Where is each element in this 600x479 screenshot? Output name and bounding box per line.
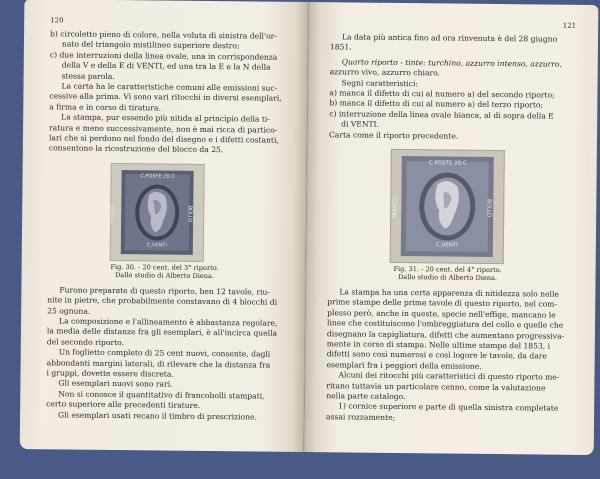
text-line: nite in pietre, che probabilmente constavano di 4 blocchi di: [47, 295, 278, 307]
right-text-column: [326, 32, 570, 425]
stamp-left-label: FRANCO: [109, 202, 116, 224]
stamp-image: [110, 163, 205, 262]
text-line: Alcuni dei ritocchi più caratteristici di questo riporto me-: [338, 370, 560, 382]
text-line: certo superiore alle precedenti tirature.: [46, 399, 201, 411]
text-line: esemplari fra i peggiori della emissione.: [326, 359, 482, 371]
text-line: a) manca il difetto di cui al numero a) del secondo riporto;: [329, 88, 555, 100]
text-line: assai rozzamente;: [326, 412, 396, 422]
stamp-image: [390, 149, 505, 264]
text-line: Carta come il riporto precedente.: [328, 129, 459, 141]
stamp-top-label: C.POSTE 20 C: [428, 160, 467, 167]
text-line: di VENTI.: [341, 119, 380, 130]
text-line: b) circoletto pieno di colore, nella voluta di sinistra dell'or-: [50, 29, 277, 41]
stamp-right-label: BOLLO: [186, 205, 193, 223]
caption-line: Dallo studio di Alberto Diena.: [397, 273, 498, 283]
text-line: 1851.: [329, 42, 352, 52]
text-line: La composizione e l'allineamento è abbastanza regolare,: [59, 316, 278, 328]
text-line: linee che costituiscono l'ombreggiatura del collo e quelle che: [327, 318, 564, 330]
stamp-bottom-label: C.VENTI: [435, 242, 458, 249]
text-line: lari che si perdono nel fondo del disegno e i difetti costanti,: [48, 133, 279, 145]
caption-line: Fig. 30. - 20 cent. del 3° riporto.: [110, 262, 219, 272]
text-line: stessa parola.: [61, 71, 115, 81]
text-line: La stampa ha una certa apparenza di nitidezza solo nelle: [339, 287, 559, 299]
text-line: mente in corso di stampa. Nelle ultime stampe del 1853, i: [326, 339, 551, 351]
stamp-bottom-label: C.VENTI: [146, 242, 167, 249]
text-line: La carta ha le caratteristiche comuni alle emissioni suc-: [61, 81, 278, 93]
text-line: La stampa, pur essendo più nitida al principio della ti-: [61, 112, 270, 124]
text-line: i gruppi, dovette essere discreta.: [46, 368, 174, 379]
text-line: b) manca il difetto di cui al numero a) del terzo riporto;: [329, 98, 544, 110]
text-line: Quarto riporto - tinte: turchino, azzurro intenso, azzurro,: [341, 57, 562, 69]
stamp-left-label: FRANCO: [392, 195, 399, 219]
text-line: Non si conosce il quantitativo di francobolli stampati,: [58, 389, 265, 401]
text-line: ratura e meno successivamente, non è mai ricca di partico-: [49, 122, 278, 135]
left-text-column: [46, 29, 284, 422]
caption-line: Fig. 31. - 20 cent. del 4° riporto.: [393, 265, 502, 275]
text-line: difetti sono così numerosi e così logore le tavole, da dare: [326, 349, 547, 361]
text-line: azzurro vivo, azzurro chiaro.: [329, 67, 441, 78]
caption-line: Dallo studio di Alberto Diena.: [114, 271, 215, 281]
text-line: la media delle distanze fra gli esemplari, è all'incirca quella: [46, 326, 278, 339]
text-line: della V e della E di VENTI, ed una tra la E e la N della: [61, 60, 271, 72]
right-page: [304, 2, 599, 455]
stamp-figure: [48, 162, 283, 260]
text-line: consentono la ricostruzione del blocco da 25.: [48, 143, 224, 155]
left-page: [20, 0, 309, 452]
stamp-figure: [328, 148, 569, 263]
text-line: cessive alla prima. Vi sono vari ritocchi in diversi esemplari,: [49, 91, 282, 104]
text-line: La data più antica fino ad ora rinvenuta è del 28 giugno: [341, 32, 558, 44]
text-line: a firma e in corso di tiratura.: [49, 102, 161, 113]
text-line: nella parte catalogo.: [326, 391, 406, 402]
text-line: 25 ognuna.: [47, 305, 91, 316]
text-line: c) due interruzioni della linea ovale, una in corrispondenza: [49, 50, 278, 62]
text-line: disegnano la capigliatura, difetti che aumentano progressiva-: [326, 328, 565, 341]
text-line: 1) cornice superiore e parte di quella sinistra completate: [338, 401, 559, 414]
text-line: plesso però, anche in queste, specie nell'effige, mancano le: [327, 307, 556, 320]
page-number: 121: [562, 21, 577, 30]
page-number: 120: [50, 16, 64, 25]
text-line: ritano tuttavia un particolare cenno, come la valutazione: [326, 380, 546, 393]
text-line: Gli esemplari usati recano il timbro di prescrizione.: [58, 410, 257, 422]
text-line: abbondanti margini laterali, di rilevare che la distanza fra: [46, 357, 271, 370]
stamp-top-label: C.POSTE 20 C: [140, 173, 175, 180]
text-line: nato del triangolo mistilineo superiore destro;: [61, 39, 240, 51]
text-line: prime stampe delle prime tavole di questo riporto, nel com-: [327, 297, 557, 309]
text-line: Segni caratteristici:: [341, 78, 419, 88]
text-line: Gli esemplari nuovi sono rari.: [58, 378, 173, 389]
text-line: Furono preparate di questo riporto, ben 12 tavole, riu-: [59, 285, 271, 297]
text-line: Un foglietto completo di 25 cent nuovi, consente, dagli: [58, 347, 271, 359]
text-line: del secondo riporto.: [46, 337, 125, 347]
text-line: c) interruzione della linea ovale bianca, al di sopra della E: [329, 109, 554, 121]
stamp-right-label: BOLLO: [485, 199, 492, 218]
